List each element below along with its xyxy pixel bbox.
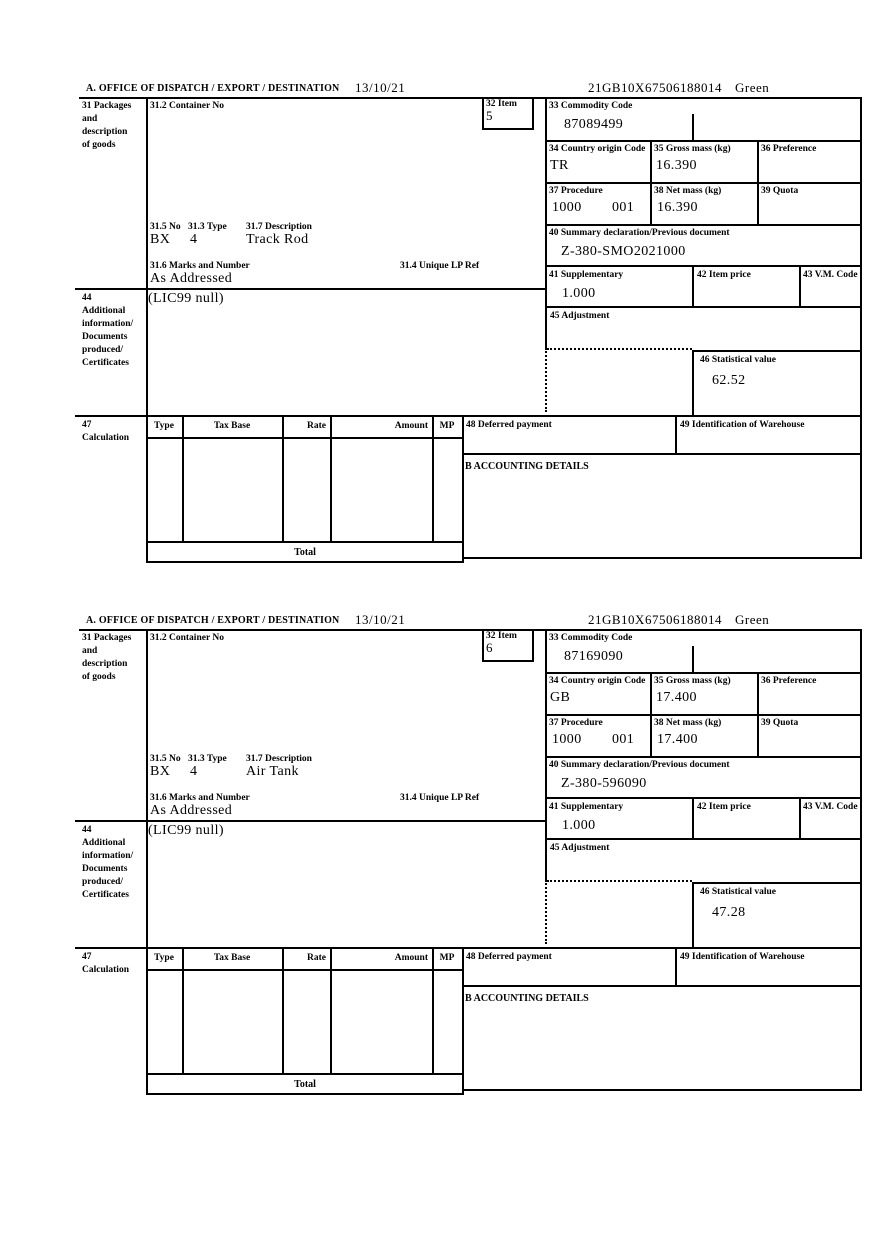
box31-4-unique-lp-ref-label: 31.4 Unique LP Ref (400, 261, 480, 271)
box48-deferred-payment-label: 48 Deferred payment (466, 952, 552, 962)
box38-net-mass-label: 38 Net mass (kg) (654, 186, 722, 196)
box39-quota-label: 39 Quota (761, 186, 799, 196)
calc-header-rate: Rate (307, 953, 326, 963)
border-line (692, 797, 694, 838)
border-line (860, 97, 862, 557)
box37-procedure-code: 1000 (552, 200, 582, 215)
border-line (79, 97, 862, 99)
box47-calculation-label: 47 (82, 952, 92, 962)
box44-label: produced/ (82, 877, 124, 887)
border-line (182, 947, 184, 1073)
border-line (75, 820, 545, 822)
border-line (146, 561, 464, 563)
calc-header-type: Type (154, 953, 174, 963)
box41-supplementary-label: 41 Supplementary (549, 270, 624, 280)
box41-supplementary-units: 1.000 (562, 286, 596, 301)
box31-3-package-type: 4 (190, 764, 198, 779)
box41-supplementary-label: 41 Supplementary (549, 802, 624, 812)
dotted-border-line (545, 880, 547, 944)
box44-additional-information: (LIC99 null) (148, 823, 224, 838)
box46-statistical-value-label: 46 Statistical value (700, 355, 776, 365)
box33-commodity-code: 87089499 (564, 117, 624, 132)
box44-label: Certificates (82, 358, 129, 368)
calc-total-label: Total (294, 1079, 316, 1090)
box31-2-container-label: 31.2 Container No (150, 633, 224, 643)
border-line (545, 265, 862, 267)
box47-calculation-label: Calculation (82, 433, 129, 443)
border-line (79, 629, 862, 631)
border-line (545, 838, 862, 840)
box31-packages-label: of goods (82, 140, 116, 150)
box41-supplementary-units: 1.000 (562, 818, 596, 833)
border-line (799, 797, 801, 838)
border-line (462, 453, 862, 455)
box31-7-description-label: 31.7 Description (246, 222, 312, 232)
border-line (545, 714, 862, 716)
box32-item-number: 5 (486, 108, 493, 123)
border-line (692, 114, 694, 140)
border-line (146, 541, 464, 543)
calc-header-mp: MP (439, 953, 455, 963)
border-line (330, 947, 332, 1073)
box38-net-mass-value: 16.390 (657, 200, 698, 215)
box47-calculation-label: 47 (82, 420, 92, 430)
border-line (182, 415, 184, 541)
box33-commodity-code: 87169090 (564, 649, 624, 664)
box31-2-container-label: 31.2 Container No (150, 101, 224, 111)
box33-commodity-label: 33 Commodity Code (549, 633, 633, 643)
box35-gross-mass-label: 35 Gross mass (kg) (654, 144, 731, 154)
box36-preference-label: 36 Preference (761, 144, 817, 154)
calc-header-amount: Amount (394, 421, 428, 431)
box37-procedure-additional-code: 001 (612, 200, 635, 215)
border-line (545, 97, 547, 348)
box49-warehouse-label: 49 Identification of Warehouse (680, 952, 805, 962)
border-line (146, 629, 148, 1093)
border-line (146, 969, 464, 971)
border-line (146, 1093, 464, 1095)
border-line (482, 660, 534, 662)
border-line (330, 415, 332, 541)
box49-warehouse-label: 49 Identification of Warehouse (680, 420, 805, 430)
box34-country-label: 34 Country origin Code (549, 144, 646, 154)
office-of-dispatch-header: A. OFFICE OF DISPATCH / EXPORT / DESTINATION (86, 615, 340, 626)
mrn-reference: 21GB10X67506188014 (588, 612, 722, 627)
box44-label: Documents (82, 864, 128, 874)
box31-7-description-label: 31.7 Description (246, 754, 312, 764)
box31-packages-label: 31 Packages (82, 101, 132, 111)
border-line (692, 350, 862, 352)
declaration-item-section (0, 80, 882, 612)
box31-packages-label: of goods (82, 672, 116, 682)
border-line (545, 140, 862, 142)
border-line (692, 646, 694, 672)
box37-procedure-additional-code: 001 (612, 732, 635, 747)
box31-5-no-label: 31.5 No (150, 222, 181, 232)
box34-country-label: 34 Country origin Code (549, 676, 646, 686)
box38-net-mass-value: 17.400 (657, 732, 698, 747)
box32-item-label: 32 Item (486, 99, 517, 109)
box34-country-origin-code: GB (550, 690, 571, 705)
box37-procedure-label: 37 Procedure (549, 718, 603, 728)
border-line (692, 882, 862, 884)
border-line (692, 265, 694, 306)
border-line (545, 224, 862, 226)
box47-calculation-label: Calculation (82, 965, 129, 975)
box36-preference-label: 36 Preference (761, 676, 817, 686)
box40-summary-declaration-value: Z-380-596090 (561, 776, 647, 791)
box31-packages-label: and (82, 646, 98, 656)
box31-5-package-no: BX (150, 232, 171, 247)
box42-item-price-label: 42 Item price (697, 802, 751, 812)
border-line (545, 182, 862, 184)
box32-item-number: 6 (486, 640, 493, 655)
border-line (545, 672, 862, 674)
box46-statistical-value: 62.52 (712, 373, 746, 388)
box44-label: 44 (82, 293, 92, 303)
mrn-reference: 21GB10X67506188014 (588, 80, 722, 95)
box39-quota-label: 39 Quota (761, 718, 799, 728)
border-line (75, 288, 545, 290)
declaration-item-section (0, 612, 882, 1144)
box31-packages-label: 31 Packages (82, 633, 132, 643)
routing-indicator: Green (735, 612, 770, 627)
box34-country-origin-code: TR (550, 158, 569, 173)
box44-label: information/ (82, 319, 134, 329)
office-of-dispatch-header: A. OFFICE OF DISPATCH / EXPORT / DESTINATION (86, 83, 340, 94)
border-line (675, 947, 677, 985)
dotted-border-line (547, 348, 692, 350)
border-line (432, 415, 434, 541)
box46-statistical-value-label: 46 Statistical value (700, 887, 776, 897)
box31-5-no-label: 31.5 No (150, 754, 181, 764)
box31-packages-label: and (82, 114, 98, 124)
accounting-details-label: B ACCOUNTING DETAILS (465, 461, 589, 472)
box40-summary-declaration-label: 40 Summary declaration/Previous document (549, 228, 730, 238)
box35-gross-mass-value: 16.390 (656, 158, 697, 173)
calc-total-label: Total (294, 547, 316, 558)
box44-label: Certificates (82, 890, 129, 900)
box44-label: Additional (82, 306, 126, 316)
box31-7-goods-description: Track Rod (246, 232, 309, 247)
box40-summary-declaration-label: 40 Summary declaration/Previous document (549, 760, 730, 770)
box42-item-price-label: 42 Item price (697, 270, 751, 280)
box31-6-marks-value: As Addressed (150, 803, 233, 818)
border-line (432, 947, 434, 1073)
border-line (282, 947, 284, 1073)
box35-gross-mass-value: 17.400 (656, 690, 697, 705)
box37-procedure-code: 1000 (552, 732, 582, 747)
routing-indicator: Green (735, 80, 770, 95)
border-line (282, 415, 284, 541)
border-line (692, 350, 694, 415)
box31-3-type-label: 31.3 Type (188, 222, 227, 232)
calc-header-type: Type (154, 421, 174, 431)
box31-packages-label: description (82, 127, 128, 137)
border-line (532, 97, 534, 130)
dotted-border-line (547, 880, 692, 882)
declaration-date: 13/10/21 (355, 612, 406, 627)
border-line (462, 1089, 862, 1091)
box31-6-marks-value: As Addressed (150, 271, 233, 286)
accounting-details-label: B ACCOUNTING DETAILS (465, 993, 589, 1004)
box31-packages-label: description (82, 659, 128, 669)
box40-summary-declaration-value: Z-380-SMO2021000 (561, 244, 686, 259)
box31-3-type-label: 31.3 Type (188, 754, 227, 764)
border-line (860, 629, 862, 1089)
box31-6-marks-label: 31.6 Marks and Number (150, 261, 250, 271)
calc-header-tax-base: Tax Base (213, 421, 251, 431)
border-line (799, 265, 801, 306)
border-line (482, 629, 484, 662)
dotted-border-line (545, 348, 547, 412)
box37-procedure-label: 37 Procedure (549, 186, 603, 196)
box31-6-marks-label: 31.6 Marks and Number (150, 793, 250, 803)
box31-7-goods-description: Air Tank (246, 764, 299, 779)
box44-additional-information: (LIC99 null) (148, 291, 224, 306)
box44-label: produced/ (82, 345, 124, 355)
calc-header-rate: Rate (307, 421, 326, 431)
calc-header-amount: Amount (394, 953, 428, 963)
border-line (146, 437, 464, 439)
box43-vm-code-label: 43 V.M. Code (803, 802, 858, 812)
box32-item-label: 32 Item (486, 631, 517, 641)
border-line (545, 797, 862, 799)
box45-adjustment-label: 45 Adjustment (550, 311, 610, 321)
border-line (462, 985, 862, 987)
declaration-date: 13/10/21 (355, 80, 406, 95)
border-line (462, 557, 862, 559)
border-line (532, 629, 534, 662)
border-line (146, 97, 148, 561)
box33-commodity-label: 33 Commodity Code (549, 101, 633, 111)
border-line (75, 415, 862, 417)
border-line (675, 415, 677, 453)
border-line (482, 97, 484, 130)
box45-adjustment-label: 45 Adjustment (550, 843, 610, 853)
border-line (545, 306, 862, 308)
border-line (146, 1073, 464, 1075)
box44-label: Documents (82, 332, 128, 342)
box46-statistical-value: 47.28 (712, 905, 746, 920)
calc-header-tax-base: Tax Base (213, 953, 251, 963)
box38-net-mass-label: 38 Net mass (kg) (654, 718, 722, 728)
box44-label: information/ (82, 851, 134, 861)
box44-label: Additional (82, 838, 126, 848)
box35-gross-mass-label: 35 Gross mass (kg) (654, 676, 731, 686)
box43-vm-code-label: 43 V.M. Code (803, 270, 858, 280)
box44-label: 44 (82, 825, 92, 835)
box48-deferred-payment-label: 48 Deferred payment (466, 420, 552, 430)
border-line (692, 882, 694, 947)
border-line (482, 128, 534, 130)
box31-3-package-type: 4 (190, 232, 198, 247)
box31-5-package-no: BX (150, 764, 171, 779)
border-line (545, 629, 547, 880)
calc-header-mp: MP (439, 421, 455, 431)
border-line (75, 947, 862, 949)
border-line (545, 756, 862, 758)
box31-4-unique-lp-ref-label: 31.4 Unique LP Ref (400, 793, 480, 803)
